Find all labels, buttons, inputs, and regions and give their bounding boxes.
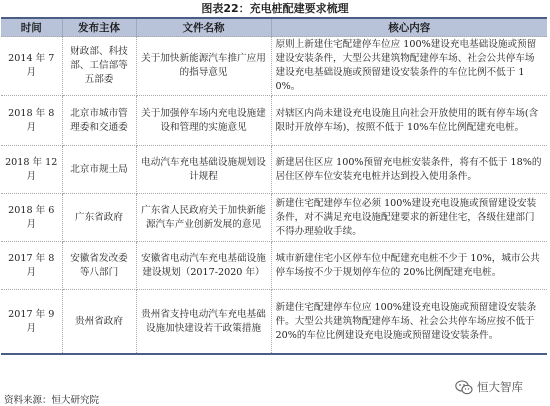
cell-time: 2014 年 7 月: [1, 37, 62, 96]
table-row: [1, 37, 547, 96]
figure-title: 图表22：充电桩配建要求梳理: [201, 2, 349, 15]
table-row: [1, 290, 547, 355]
header-content: 核心内容: [271, 18, 547, 37]
cell-issuer: 广东省政府: [62, 194, 136, 242]
cell-document: 安徽省电动汽车充电基础设施建设规划（2017-2020 年）: [136, 242, 271, 290]
cell-content: 新建住宅配建停车位必须 100%建设充电设施或预留建设安装条件，对不满足充电设施配建要求的新建住宅，各级住建部门不得办理验收手续。: [271, 194, 547, 242]
cell-content: 新建住宅配建停车位应 100%建设充电设施或预留建设安装条件。大型公共建筑物配建停车场、社会公共停车场应按不低于 20%的车位比例建设充电设施或预留建设安装条件。: [271, 290, 547, 355]
table-row: [1, 194, 547, 242]
cell-issuer: 财政部、科技部、工信部等五部委: [62, 37, 136, 96]
cell-content: 城市新建住宅小区停车位中配建充电桩不少于 10%，城市公共停车场按不少于规划停车位的 20%比例配建充电桩。: [271, 242, 547, 290]
cell-time: 2018 年 6 月: [1, 194, 62, 242]
cell-content: 原则上新建住宅配建停车位应 100%建设充电基础设施或预留建设安装条件，大型公共建筑物配建停车场、社会公共停车场建设充电基础设施或预留建设安装条件的车位比例不低于 10%。: [271, 37, 547, 96]
watermark-text: 恒大智库: [477, 380, 523, 394]
cell-time: 2017 年 8 月: [1, 242, 62, 290]
cell-document: 电动汽车充电基础设施规划设计规程: [136, 146, 271, 194]
cell-time: 2018 年 8 月: [1, 96, 62, 146]
cell-issuer: 北京市城市管理委和交通委: [62, 96, 136, 146]
watermark: [455, 379, 523, 395]
cell-time: 2017 年 9 月: [1, 290, 62, 355]
wechat-icon: [455, 380, 473, 395]
cell-document: 关于加强停车场内充电设施建设和管理的实施意见: [136, 96, 271, 146]
cell-document: 广东省人民政府关于加快新能源汽车产业创新发展的意见: [136, 194, 271, 242]
cell-issuer: 北京市规土局: [62, 146, 136, 194]
table-header-row: [1, 18, 547, 37]
cell-document: 贵州省支持电动汽车充电基础设施加快建设若干政策措施: [136, 290, 271, 355]
cell-content: 对辖区内尚未建设充电设施且向社会开放使用的既有停车场(含限时开放停车场)，按照不低于 10%车位比例配建充电桩。: [271, 96, 547, 146]
cell-document: 关于加快新能源汽车推广应用的指导意见: [136, 37, 271, 96]
policy-table: [1, 17, 547, 355]
source-note: 资料来源：恒大研究院: [4, 395, 100, 406]
header-issuer: 发布主体: [62, 18, 136, 37]
table-row: [1, 146, 547, 194]
header-time: 时间: [1, 18, 62, 37]
table-row: [1, 96, 547, 146]
cell-content: 新建居住区应 100%预留充电桩安装条件，将有不低于 18%的居住区停车位安装充电桩并达到投入使用条件。: [271, 146, 547, 194]
cell-issuer: 贵州省政府: [62, 290, 136, 355]
table-row: [1, 242, 547, 290]
header-document: 文件名称: [136, 18, 271, 37]
cell-issuer: 安徽省发改委等八部门: [62, 242, 136, 290]
cell-time: 2018 年 12 月: [1, 146, 62, 194]
